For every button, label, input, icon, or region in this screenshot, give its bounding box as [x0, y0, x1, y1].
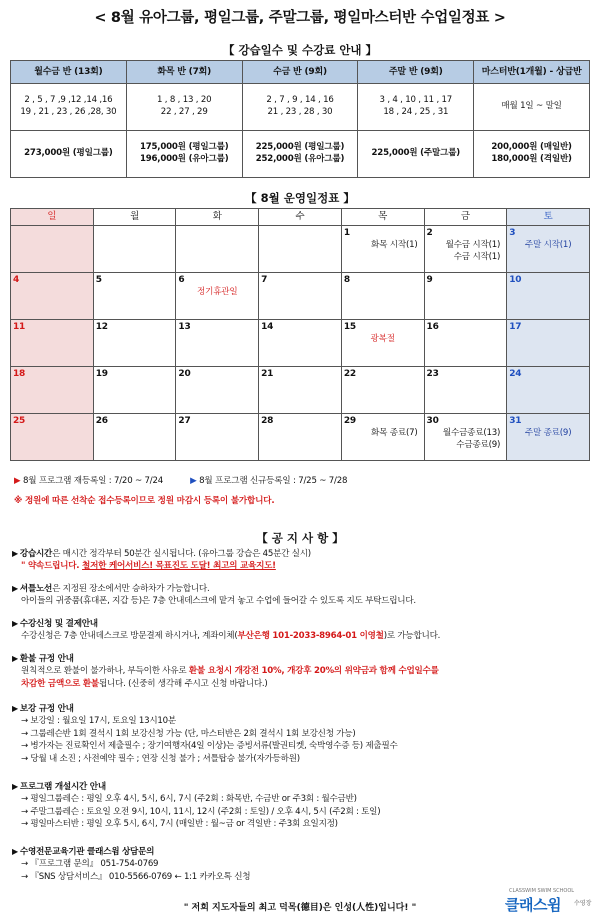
classwim-logo: CLASSWIM SWIM SCHOOL 클래스윔 수영장: [505, 888, 592, 914]
calendar-day-cell: [424, 273, 507, 320]
day-number: 6: [178, 275, 185, 285]
red-arrow-icon: ▶: [14, 476, 21, 486]
day-number: 12: [95, 322, 108, 332]
bullet-icon: ▶: [12, 549, 18, 558]
day-header-fri: 금: [424, 209, 507, 226]
calendar-week-row: [11, 226, 590, 273]
calendar-day-cell: [259, 226, 342, 273]
calendar-day-cell: [93, 226, 176, 273]
calendar-week-row: [11, 320, 590, 367]
calendar-day-cell: [93, 414, 176, 461]
day-number: 21: [261, 369, 274, 379]
day-event: 화목 종료(7): [371, 428, 418, 439]
notice-shuttle: ▶ 셔틀노선은 지정된 장소에서만 승하차가 가능합니다. 아이들의 귀중품(휴대폰, 지갑 등)은 7층 안내데스크에 맡겨 놓고 수업에 들어갈 수 있도록 지도 부탁드립니다.: [12, 584, 416, 607]
day-number: 10: [509, 275, 522, 285]
day-header-sun: 일: [11, 209, 94, 226]
calendar-day-cell: [341, 320, 424, 367]
day-number: 17: [509, 322, 522, 332]
registration-dates: [14, 474, 347, 486]
day-event: 주말 종료(9): [524, 428, 572, 439]
calendar-day-cell: [507, 320, 590, 367]
day-event: 정기휴관일: [197, 287, 238, 298]
calendar-day-cell: [259, 320, 342, 367]
fee-price-master: 200,000원 (매일반) 180,000원 (격일반): [474, 131, 590, 178]
day-number: 16: [426, 322, 439, 332]
day-number: 8: [343, 275, 350, 285]
calendar-day-cell: [11, 414, 94, 461]
blue-arrow-icon: ▶: [190, 476, 197, 486]
fee-dates-wf: 2 , 7 , 9 , 14 , 16 21 , 23 , 28 , 30: [242, 84, 358, 131]
calendar-day-cell: [424, 367, 507, 414]
day-number: 7: [261, 275, 268, 285]
calendar-day-cell: [259, 367, 342, 414]
calendar-day-cell: [176, 273, 259, 320]
day-event: 월수금종료(13) 수금종료(9): [442, 428, 501, 451]
fee-header-mwf: 월수금 반 (13회): [11, 61, 127, 84]
calendar-title: 【 8월 운영일정표 】: [245, 191, 355, 205]
calendar-day-cell: [11, 320, 94, 367]
day-number: 3: [509, 228, 516, 238]
fee-price-wf: 225,000원 (평일그룹) 252,000원 (유아그룹): [242, 131, 358, 178]
calendar-day-cell: [259, 414, 342, 461]
day-number: 14: [261, 322, 274, 332]
day-number: 4: [13, 275, 20, 285]
calendar-day-cell: [507, 226, 590, 273]
fee-price-mwf: 273,000원 (평일그룹): [11, 131, 127, 178]
fee-table: [10, 60, 590, 178]
calendar-day-cell: [341, 273, 424, 320]
day-number: 5: [95, 275, 102, 285]
fee-dates-mwf: 2 , 5 , 7 ,9 ,12 ,14 ,16 19 , 21 , 23 , 26 ,28, 30: [11, 84, 127, 131]
calendar-day-cell: [507, 273, 590, 320]
day-number: 30: [426, 416, 439, 426]
fee-header-wf: 수금 반 (9회): [242, 61, 358, 84]
newreg-dates: 8월 프로그램 신규등록일 : 7/25 ~ 7/28: [199, 476, 348, 486]
bullet-icon: ▶: [12, 782, 18, 791]
calendar-day-cell: [424, 226, 507, 273]
day-number: 11: [13, 322, 26, 332]
day-header-sat: 토: [507, 209, 590, 226]
rereg-dates: 8월 프로그램 재등록일 : 7/20 ~ 7/24: [22, 476, 164, 486]
calendar-day-cell: [176, 320, 259, 367]
fee-dates-row: [11, 84, 590, 131]
calendar-week-row: [11, 367, 590, 414]
bullet-icon: ▶: [12, 584, 18, 593]
calendar-day-cell: [93, 320, 176, 367]
footer-motto: " 저희 지도자들의 최고 덕목(德目)은 인성(人性)입니다! ": [183, 903, 417, 913]
calendar-day-cell: [176, 367, 259, 414]
bank-account: 부산은행 101-2033-8964-01 이영철: [237, 631, 384, 642]
day-event: 월수금 시작(1) 수금 시작(1): [445, 240, 501, 263]
day-header-tue: 화: [176, 209, 259, 226]
fee-price-tt: 175,000원 (평일그룹) 196,000원 (유아그룹): [126, 131, 242, 178]
calendar-day-cell: [176, 226, 259, 273]
calendar-day-cell: [341, 367, 424, 414]
day-number: 1: [343, 228, 350, 238]
bullet-icon: ▶: [12, 619, 18, 628]
notice-payment: ▶ 수강신청 및 결제안내 수강신청은 7층 안내데스크로 방문결제 하시거나, 계좌이체(부산은행 101-2033-8964-01 이영철)로 가능합니다.: [12, 619, 441, 642]
calendar-day-cell: [341, 414, 424, 461]
bullet-icon: ▶: [12, 654, 18, 663]
bullet-icon: ▶: [12, 847, 18, 856]
day-number: 23: [426, 369, 439, 379]
calendar-day-cell: [11, 226, 94, 273]
calendar-day-cell: [259, 273, 342, 320]
bullet-icon: ▶: [12, 704, 18, 713]
calendar-day-cell: [507, 414, 590, 461]
fee-table-header-row: [11, 61, 590, 84]
fee-section-title: 【 강습일수 및 수강료 안내 】: [222, 43, 378, 57]
fee-header-master: 마스터반(1개월) - 상급반: [474, 61, 590, 84]
day-header-thu: 목: [341, 209, 424, 226]
fee-dates-master: 매월 1일 ~ 말일: [474, 84, 590, 131]
day-number: 28: [261, 416, 274, 426]
notice-contact: ▶ 수영전문교육기관 클래스윔 상담문의 → 『프로그램 문의』 051-754-0769 → 『SNS 상담서비스』 010-5566-0769 ← 1:1 카카오톡 신청: [12, 847, 251, 882]
notice-schedule: ▶ 프로그램 개설시간 안내 → 평일그룹레슨 : 평일 오후 4시, 5시, 6시, 7시 (주2회 : 화목반, 수금반 or 주3회 : 월수금반) → 주말그룹레슨 : 토요일 오전 9시, 10시, 11시, 12시 (주2회 : 토일) / 오후 4시, 5시 (주2회 : 토일) → 평일마스터반 : 평일 오후 5시, 6시, 7시 (매일반 : 월~금 or 격일반 : 주3회 요일지정): [12, 782, 381, 830]
calendar-week-row: [11, 414, 590, 461]
day-number: 9: [426, 275, 433, 285]
fee-price-weekend: 225,000원 (주말그룹): [358, 131, 474, 178]
calendar-day-cell: [93, 273, 176, 320]
notice-title: 【 공 지 사 항 】: [256, 531, 344, 545]
day-number: 2: [426, 228, 433, 238]
day-number: 29: [343, 416, 356, 426]
day-number: 26: [95, 416, 108, 426]
day-number: 15: [343, 322, 356, 332]
day-header-mon: 월: [93, 209, 176, 226]
notice-time: ▶ 강습시간은 매시간 정각부터 50분간 실시됩니다. (유아그룹 강습은 45분간 실시) " 약속드립니다. 철저한 케어서비스! 목표진도 도달! 최고의 교육지도!: [12, 549, 311, 572]
day-event: 화목 시작(1): [371, 240, 418, 251]
day-number: 25: [13, 416, 26, 426]
day-event: 광복절: [370, 334, 395, 345]
calendar-day-cell: [176, 414, 259, 461]
notice-makeup: ▶ 보강 규정 안내 → 보강일 : 월요일 17시, 토요일 13시10분 → 그룹레슨반 1회 결석시 1회 보강신청 가능 (단, 마스터반은 2회 결석시 1회 보강신청 가능) → 병가자는 진료확인서 제출필수 ; 장기여행자(4일 이상)는 증빙서류(발권티켓, 숙박영수증 등) 제출필수 → 당월 내 소진 ; 사전예약 필수 ; 연장 신청 불가 ; 셔틀탑승 불가(자가등하원): [12, 704, 398, 764]
notice-refund: ▶ 환불 규정 안내 원칙적으로 환불이 불가하나, 부득이한 사유로 환불 요청시 개강전 10%, 개강후 20%의 위약금과 함께 수업일수를 차감한 금액으로 환불됩니다. (신중히 생각해 주시고 신청 바랍니다.): [12, 654, 439, 689]
calendar-day-cell: [424, 320, 507, 367]
fee-header-weekend: 주말 반 (9회): [358, 61, 474, 84]
calendar-day-cell: [11, 273, 94, 320]
fee-prices-row: [11, 131, 590, 178]
day-number: 24: [509, 369, 522, 379]
day-number: 22: [343, 369, 356, 379]
day-header-wed: 수: [259, 209, 342, 226]
day-number: 13: [178, 322, 191, 332]
day-number: 31: [509, 416, 522, 426]
day-number: 18: [13, 369, 26, 379]
calendar-header-row: [11, 209, 590, 226]
day-number: 19: [95, 369, 108, 379]
calendar-day-cell: [424, 414, 507, 461]
day-number: 27: [178, 416, 191, 426]
calendar-day-cell: [341, 226, 424, 273]
day-number: 20: [178, 369, 191, 379]
capacity-notice: ※ 정원에 따른 선착순 접수등록이므로 정원 마감시 등록이 불가합니다.: [14, 496, 275, 506]
fee-dates-weekend: 3 , 4 , 10 , 11 , 17 18 , 24 , 25 , 31: [358, 84, 474, 131]
calendar-day-cell: [507, 367, 590, 414]
fee-header-tt: 화목 반 (7회): [126, 61, 242, 84]
calendar-day-cell: [11, 367, 94, 414]
calendar-table: [10, 208, 590, 461]
fee-dates-tt: 1 , 8 , 13 , 20 22 , 27 , 29: [126, 84, 242, 131]
calendar-day-cell: [93, 367, 176, 414]
day-event: 주말 시작(1): [524, 240, 572, 251]
page-title: < 8월 유아그룹, 평일그룹, 주말그룹, 평일마스터반 수업일정표 >: [94, 10, 506, 26]
calendar-week-row: [11, 273, 590, 320]
